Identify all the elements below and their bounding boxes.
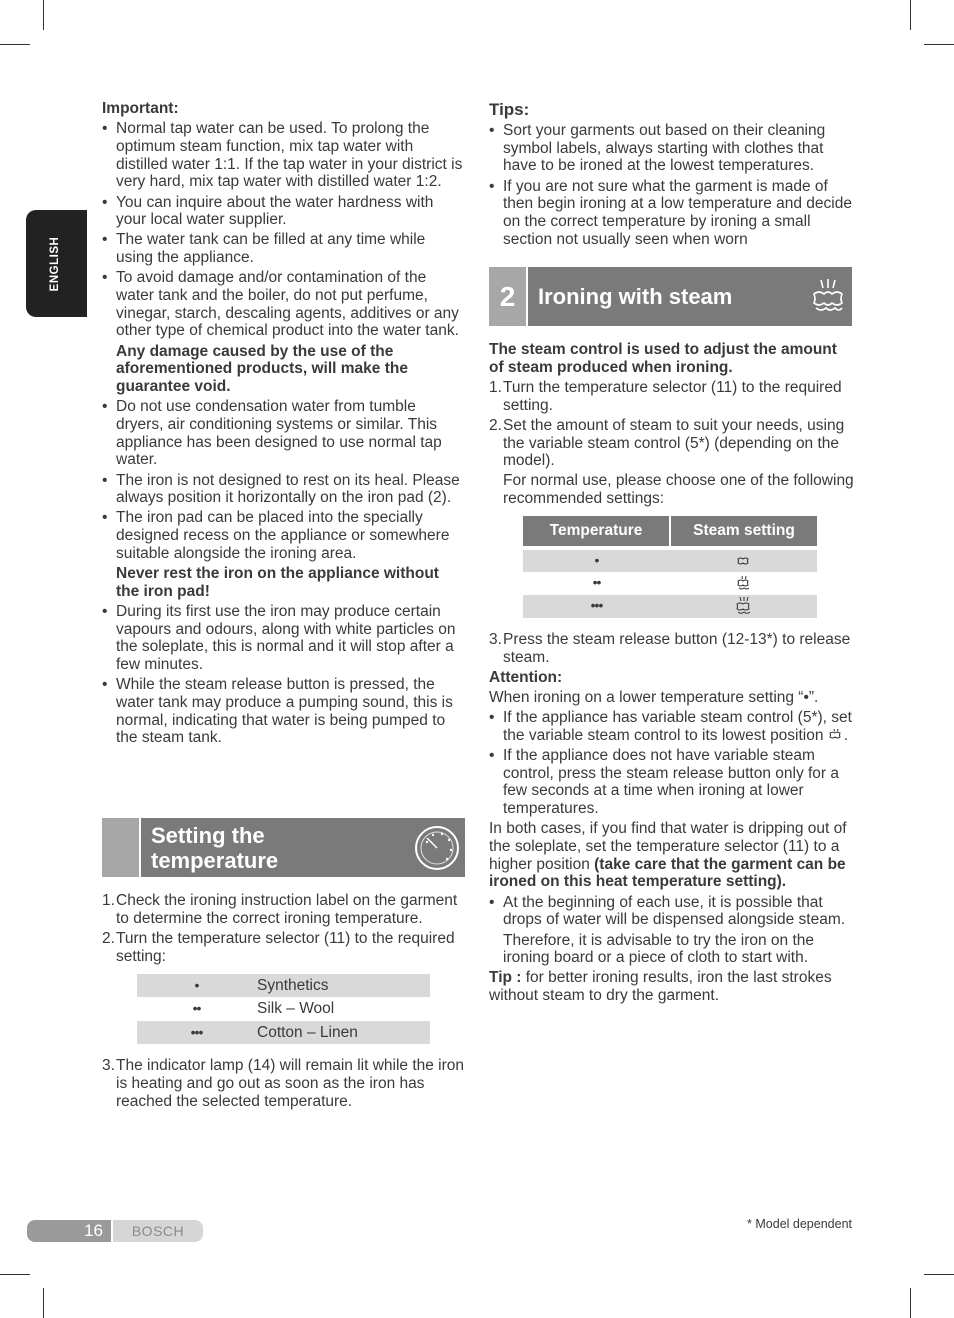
brand-label: BOSCH: [113, 1220, 203, 1242]
list-item: 1. Check the ironing instruction label on the garment to determine the correct ironing temperature.: [102, 892, 458, 927]
steam-level-1-icon: [670, 555, 817, 567]
list-item: • During its first use the iron may produce certain vapours and odours, along with white particles on the soleplate, this is normal and it will stop after a few minutes.: [102, 603, 466, 674]
list-item: • The water tank can be filled at any time while using the appliance.: [102, 231, 466, 266]
crop-mark: [924, 1274, 954, 1275]
table-header: [523, 516, 817, 546]
section-header-setting-temperature: [102, 818, 465, 877]
list-item: • If you are not sure what the garment is made of then begin ironing at a low temperature and decide on the correct temperature by ironing a small section not usually seen when worn: [489, 178, 854, 249]
temp-dots: •••: [190, 1023, 203, 1040]
temperature-table: [137, 974, 430, 1044]
steam-lowest-icon: [828, 728, 844, 742]
crop-mark: [910, 0, 911, 30]
section-number-box: 2: [489, 267, 528, 326]
section-title: Ironing with steam: [538, 284, 733, 309]
right-column-tips: [489, 100, 854, 251]
list-item: • Sort your garments out based on their cleaning symbol labels, always starting with clothes that have to be ironed at the lowest temperatures.: [489, 122, 854, 175]
list-item: 1. Turn the temperature selector (11) to the required setting.: [489, 378, 842, 414]
temperature-dial-icon: [413, 824, 461, 872]
model-dependent-note: * Model dependent: [747, 1217, 852, 1231]
list-item: • You can inquire about the water hardness with your local water supplier.: [102, 194, 466, 229]
list-item: • If the appliance does not have variable steam control, press the steam release button only for a few seconds at a time when ironing at lower temperatures.: [489, 747, 854, 818]
crop-mark: [0, 1274, 30, 1275]
crop-mark: [924, 44, 954, 45]
table-row: [137, 1021, 430, 1044]
table-row: [523, 572, 817, 595]
page-number: 16: [27, 1220, 111, 1242]
table-row: [523, 550, 817, 572]
section-title: Setting the temperature: [151, 823, 279, 873]
table-row: [137, 974, 430, 997]
list-item: • While the steam release button is pressed, the water tank may produce a pumping sound, this is normal, indicating that water is being pumped to the steam tank.: [102, 676, 466, 747]
header-steam-setting: Steam setting: [671, 516, 817, 546]
list-item: 3. The indicator lamp (14) will remain lit while the iron is heating and go out as soon as the iron has reached the selected temperature.: [102, 1057, 465, 1110]
step-note: For normal use, please choose one of the following recommended settings:: [503, 472, 854, 508]
language-label: ENGLISH: [49, 236, 62, 292]
important-heading: Important:: [102, 100, 179, 117]
section-header-ironing-steam: [489, 267, 852, 326]
fabric-label: Silk – Wool: [257, 1000, 335, 1018]
crop-mark: [43, 0, 44, 30]
iron-pad-warning: Never rest the iron on the appliance without the iron pad!: [116, 565, 439, 600]
attention-heading: Attention:: [489, 668, 563, 686]
crop-mark: [910, 1288, 911, 1318]
list-item: • The iron pad can be placed into the specially designed recess on the appliance or somewhere suitable alongside the ironing area. Never rest the iron on the appliance without the iron pad!: [102, 509, 466, 600]
fabric-label: Cotton – Linen: [257, 1023, 358, 1041]
list-item: • If the appliance has variable steam control (5*), set the variable steam control to its lowest position .: [489, 709, 854, 744]
language-tab: [26, 210, 87, 317]
temp-dots: •••: [590, 597, 603, 614]
steam-table: [523, 516, 817, 618]
drops-note: Therefore, it is advisable to try the iron on the ironing board or a piece of cloth to start with.: [503, 931, 815, 967]
important-list: [102, 120, 466, 747]
list-item: • Do not use condensation water from tumble dryers, air conditioning systems or similar. This appliance has been designed to use normal tap water.: [102, 398, 466, 469]
steam-icon: [810, 277, 846, 315]
list-item: • To avoid damage and/or contamination of the water tank and the boiler, do not put perfume, vinegar, starch, descaling agents, additives or any other type of chemical product into the water tank. Any damage caused by the use of the aforementioned products, will make the guarantee void.: [102, 269, 466, 395]
steps-list: [102, 1057, 466, 1110]
steam-steps: [489, 631, 854, 666]
table-row: [137, 997, 430, 1021]
damage-warning: Any damage caused by the use of the aforementioned products, will make the guarantee void.: [116, 342, 408, 396]
list-item: 2. Set the amount of steam to suit your needs, using the variable steam control (5*) (depending on the model). For normal use, please choose one of the following recommended settings:: [489, 416, 854, 508]
right-column-steam: [489, 341, 854, 1007]
temp-dots: ••: [192, 1000, 201, 1017]
attention-list: [489, 709, 854, 818]
temp-dots: •: [194, 976, 199, 993]
list-item: • The iron is not designed to rest on its heal. Please always position it horizontally on the iron pad (2).: [102, 472, 466, 507]
steam-steps: [489, 379, 854, 508]
setting-temperature-steps: [102, 892, 466, 1113]
steps-list: [102, 892, 466, 965]
temp-dots: ••: [592, 574, 601, 591]
both-cases-text: In both cases, if you find that water is dripping out of the soleplate, set the temperature selector (11) to a higher position (take care that the garment can be ironed on this heat temperature setting).: [489, 820, 847, 891]
section-number-box: [102, 818, 141, 877]
temp-dots: •: [594, 551, 599, 568]
steam-intro: The steam control is used to adjust the amount of steam produced when ironing.: [489, 341, 837, 376]
list-item: 3. Press the steam release button (12-13*) to release steam.: [489, 630, 851, 666]
drops-list: [489, 894, 854, 967]
tip-text: Tip : for better ironing results, iron the last strokes without steam to dry the garment.: [489, 969, 832, 1005]
header-temperature: Temperature: [523, 516, 669, 546]
tips-list: [489, 122, 854, 248]
crop-mark: [0, 44, 30, 45]
fabric-label: Synthetics: [257, 976, 329, 994]
list-item: • Normal tap water can be used. To prolong the optimum steam function, mix tap water with distilled water 1:1. If the tap water in your district is very hard, mix tap water with distilled water 1:2.: [102, 120, 466, 191]
table-row: [523, 595, 817, 618]
steam-level-3-icon: [670, 596, 817, 616]
tips-heading: Tips:: [489, 100, 530, 119]
list-item: 2. Turn the temperature selector (11) to the required setting:: [102, 929, 455, 965]
steam-level-2-icon: [670, 575, 817, 591]
left-column: [102, 100, 466, 750]
crop-mark: [43, 1288, 44, 1318]
list-item: • At the beginning of each use, it is possible that drops of water will be dispensed alongside steam. Therefore, it is advisable to try the iron on the ironing board or a piece of cloth to start with.: [489, 894, 854, 967]
attention-text: When ironing on a lower temperature setting “•”.: [489, 688, 819, 706]
